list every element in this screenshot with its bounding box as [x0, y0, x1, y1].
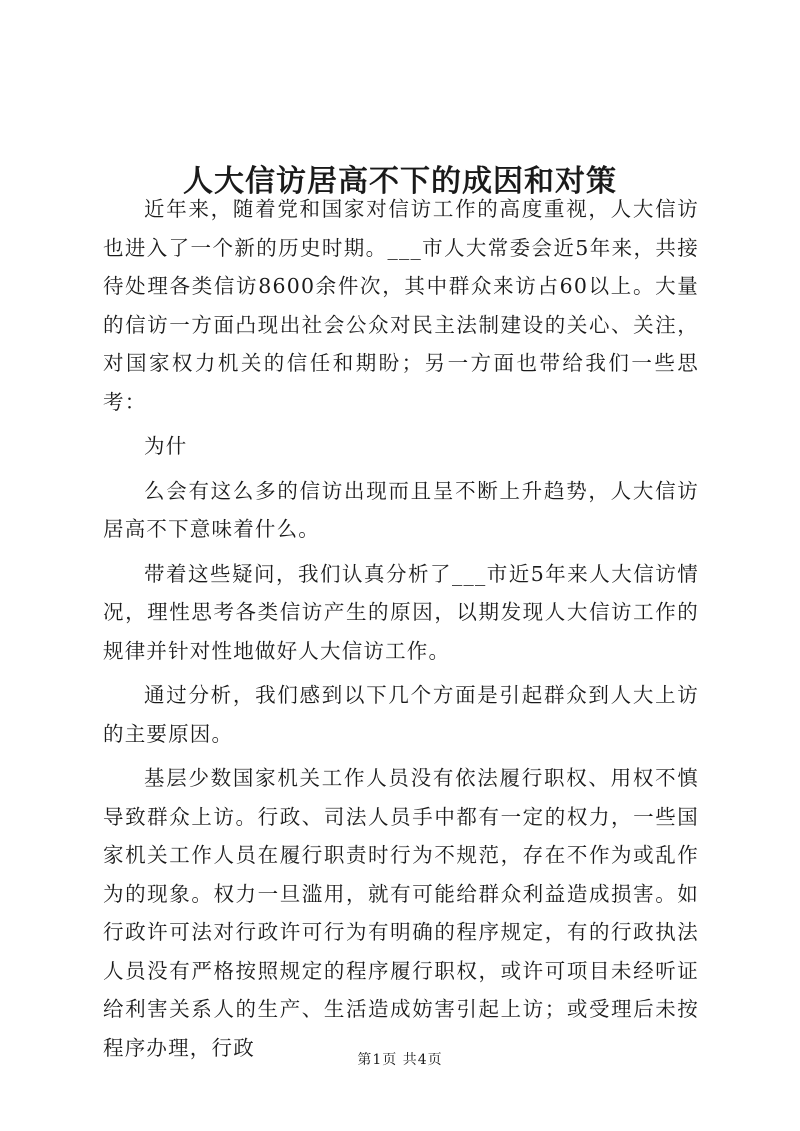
page-number-footer: 第1页 共4页 — [357, 1052, 443, 1068]
paragraph: 带着这些疑问，我们认真分析了___市近5年来人大信访情况，理性思考各类信访产生的原因，以期发现人大信访工作的规律并针对性地做好人大信访工作。 — [103, 561, 699, 663]
paragraph: 通过分析，我们感到以下几个方面是引起群众到人大上访的主要原因。 — [103, 683, 699, 746]
paragraph: 为什 — [144, 434, 188, 458]
document-title: 人大信访居高不下的成因和对策 — [183, 164, 617, 200]
document-body — [103, 190, 699, 1073]
paragraph: 基层少数国家机关工作人员没有依法履行职权、用权不慎导致群众上访。行政、司法人员手中都有一定的权力，一些国家机关工作人员在履行职责时行为不规范，存在不作为或乱作为的现象。权力一旦滥用，就有可能给群众利益造成损害。如行政许可法对行政许可行为有明确的程序规定，有的行政执法人员没有严格按照规定的程序履行职权，或许可项目未经听证给利害关系人的生产、生活造成妨害引起上访；或受理后未按程序办理，行政 — [103, 766, 699, 1060]
paragraph: 么会有这么多的信访出现而且呈不断上升趋势，人大信访居高不下意味着什么。 — [103, 478, 699, 541]
paragraph: 近年来，随着党和国家对信访工作的高度重视，人大信访也进入了一个新的历史时期。___市人大常委会近5年来，共接待处理各类信访8600余件次，其中群众来访占60以上。大量的信访一方面凸现出社会公众对民主法制建设的关心、关注，对国家权力机关的信任和期盼；另一方面也带给我们一些思考： — [103, 197, 699, 414]
